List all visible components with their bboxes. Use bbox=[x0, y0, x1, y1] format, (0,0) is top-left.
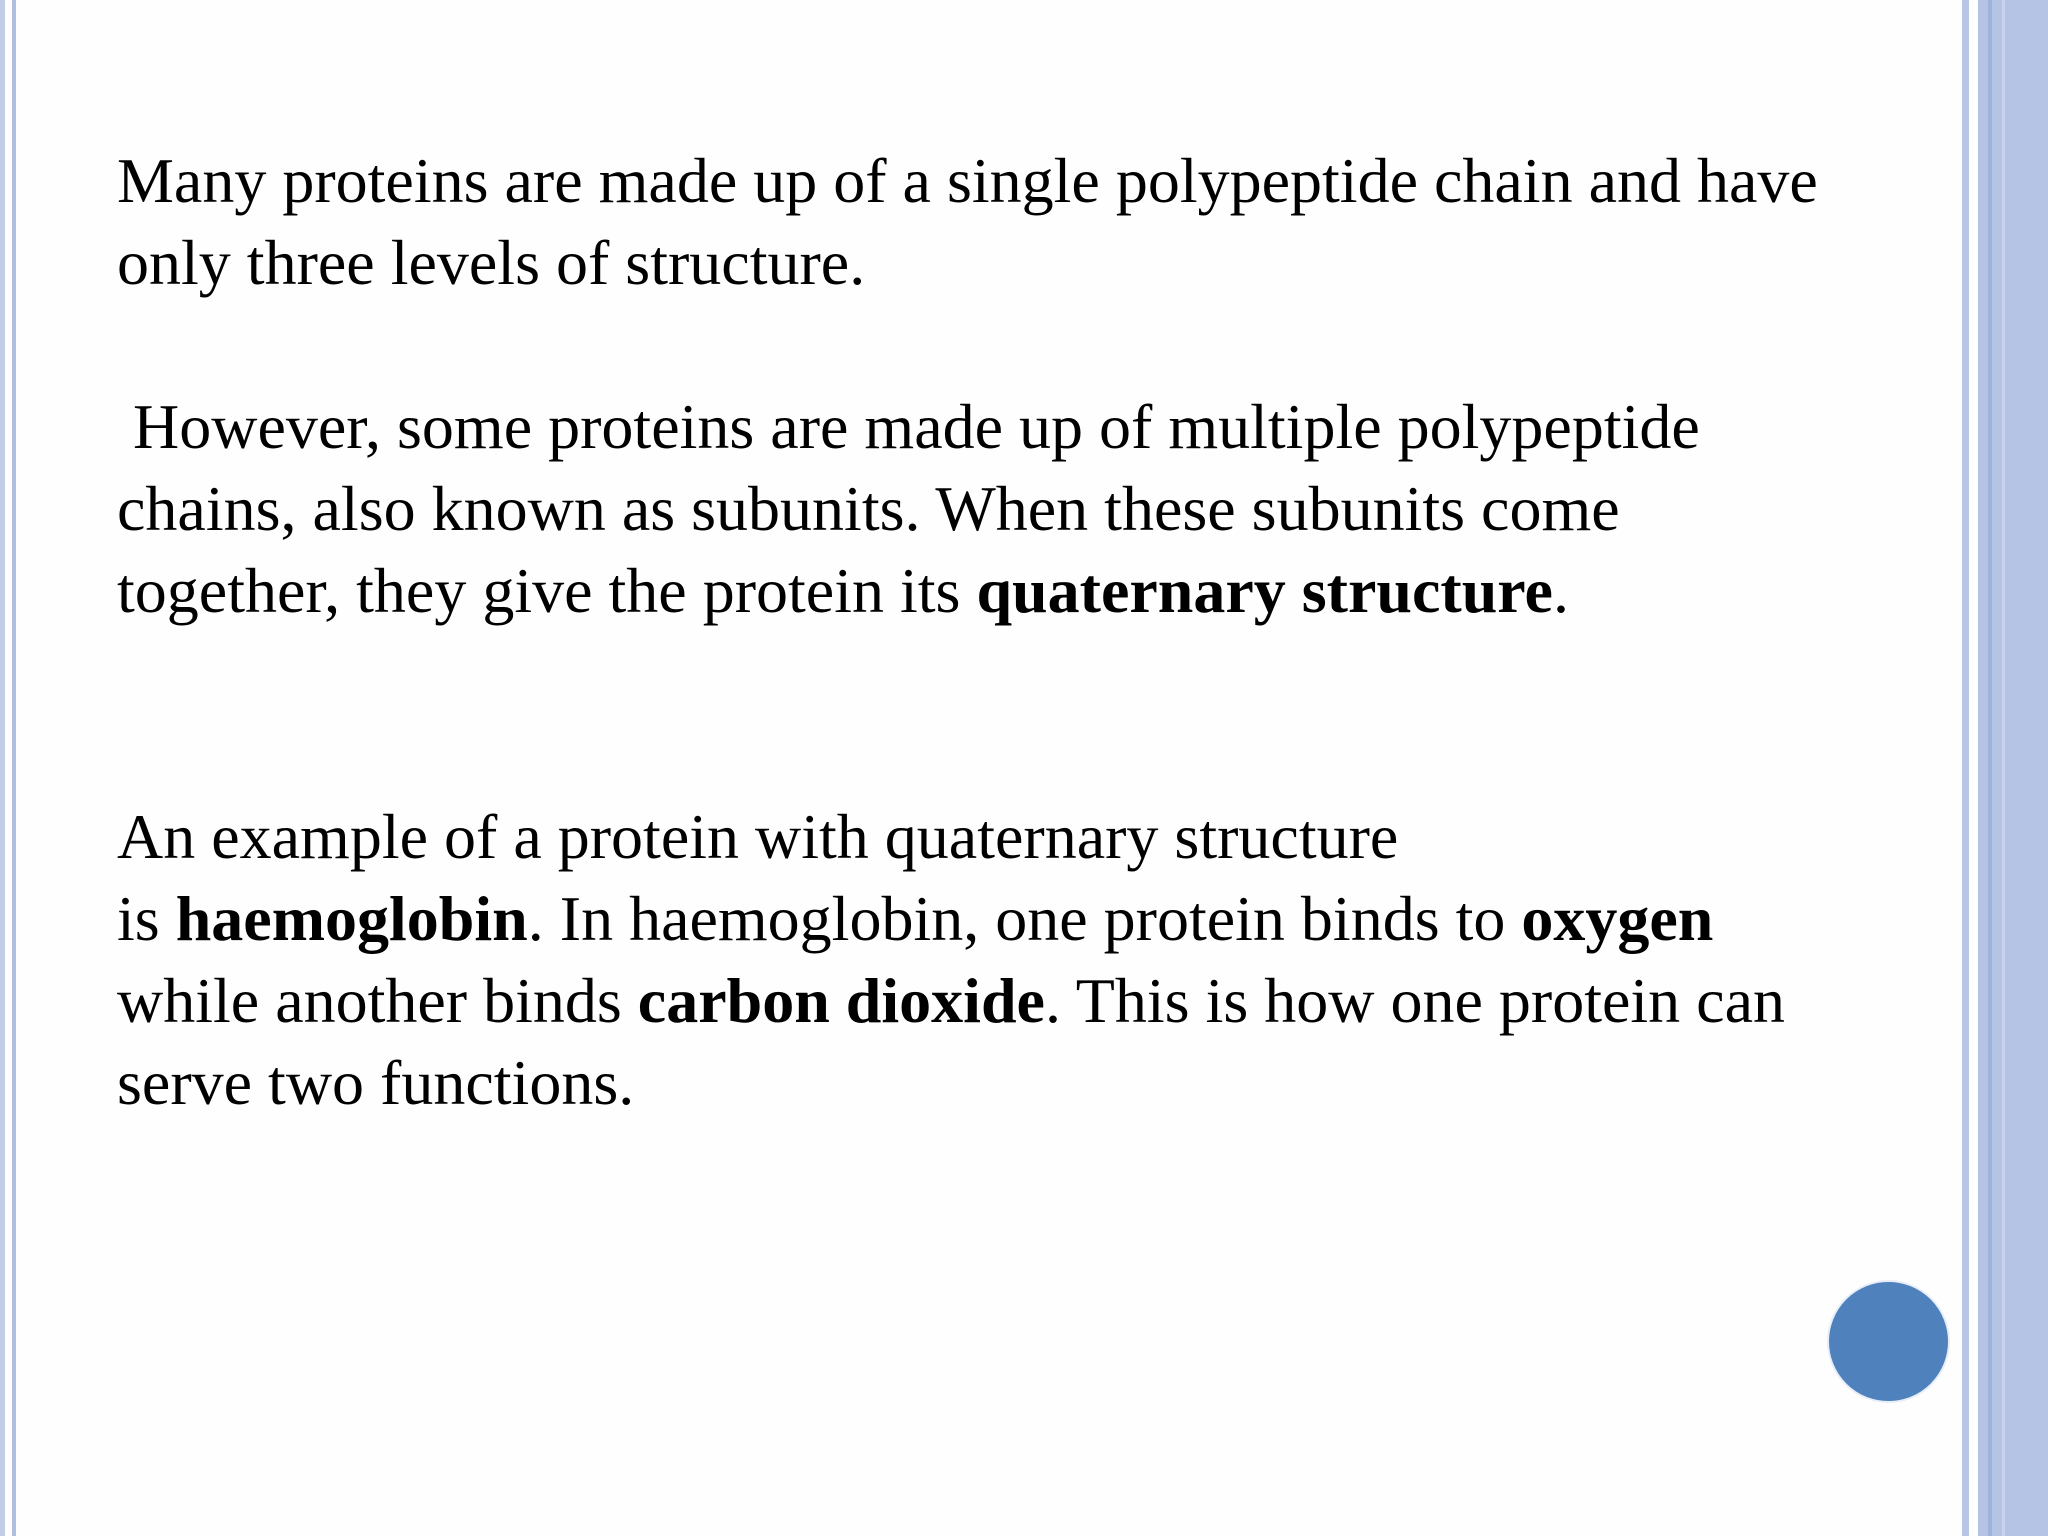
paragraph-single-chain: Many proteins are made up of a single polypeptide chain and have only three levels of structure. bbox=[117, 145, 1818, 298]
left-border-line-inner bbox=[12, 0, 16, 1536]
paragraph-text: However, some proteins are made up of multiple polypeptide chains, also known as subunits. When these subunits come together, they give the protein its bbox=[117, 391, 1700, 626]
slide-body bbox=[117, 140, 1837, 1124]
right-border-stripe-light bbox=[2002, 0, 2005, 1536]
paragraph-text: . This is how one protein can serve two functions. bbox=[117, 965, 1785, 1118]
term-quaternary-structure: quaternary structure bbox=[976, 555, 1553, 626]
paragraph-haemoglobin-example bbox=[117, 796, 1837, 1124]
paragraph-subunits bbox=[117, 386, 1837, 632]
paragraph-text: while another binds bbox=[117, 965, 638, 1036]
term-oxygen: oxygen bbox=[1521, 883, 1714, 954]
paragraph-line: An example of a protein with quaternary structure bbox=[117, 801, 1399, 872]
paragraph-text: . In haemoglobin, one protein binds to bbox=[527, 883, 1522, 954]
left-border-line bbox=[0, 0, 5, 1536]
paragraph-text: . bbox=[1552, 555, 1569, 626]
decorative-circle-icon bbox=[1827, 1280, 1950, 1403]
right-border-stripe bbox=[1988, 0, 1992, 1536]
paragraph-text: is bbox=[117, 883, 176, 954]
right-border-line bbox=[1962, 0, 1969, 1536]
term-carbon-dioxide: carbon dioxide bbox=[637, 965, 1045, 1036]
term-haemoglobin: haemoglobin bbox=[175, 883, 528, 954]
